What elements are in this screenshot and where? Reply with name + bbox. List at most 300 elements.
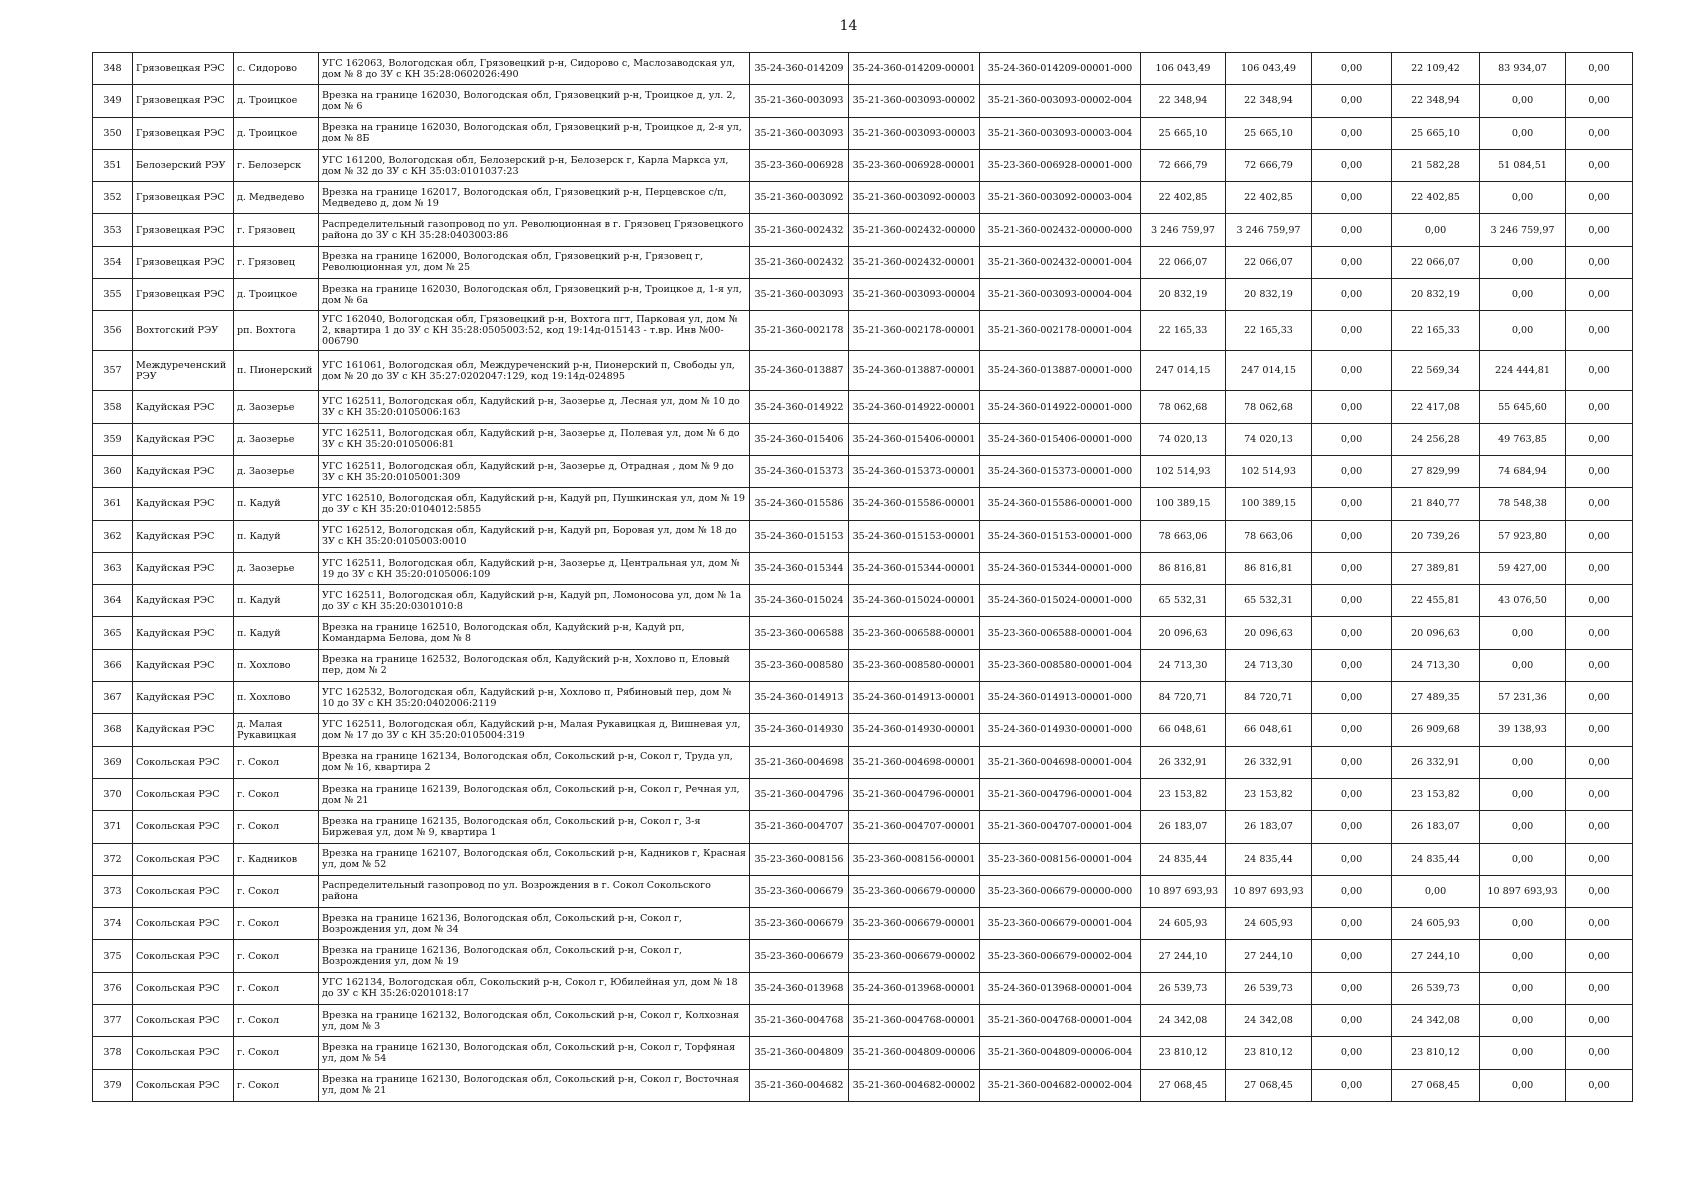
cell-subobject-code: 35-23-360-008580-00001 [849, 649, 980, 681]
cell-row-number: 366 [93, 649, 133, 681]
cell-subobject-code: 35-21-360-004682-00002 [849, 1069, 980, 1101]
cell-row-number: 351 [93, 149, 133, 181]
table-row [93, 875, 1633, 907]
cell-amount-col6: 0,00 [1566, 1037, 1633, 1069]
cell-amount-col2: 27 068,45 [1226, 1069, 1312, 1101]
cell-amount-col4: 22 109,42 [1392, 53, 1480, 85]
cell-amount-col5: 0,00 [1480, 1069, 1566, 1101]
cell-object-code: 35-23-360-006679 [750, 908, 849, 940]
table-row [93, 682, 1633, 714]
cell-amount-col2: 22 348,94 [1226, 85, 1312, 117]
cell-row-number: 371 [93, 811, 133, 843]
cell-subobject-code: 35-21-360-003093-00002 [849, 85, 980, 117]
cell-element-code: 35-21-360-003093-00003-004 [980, 117, 1141, 149]
cell-object-code: 35-24-360-015344 [750, 552, 849, 584]
cell-amount-col6: 0,00 [1566, 714, 1633, 746]
cell-amount-col3: 0,00 [1312, 972, 1392, 1004]
cell-amount-col5: 0,00 [1480, 311, 1566, 351]
cell-row-number: 372 [93, 843, 133, 875]
table-row [93, 714, 1633, 746]
cell-row-number: 352 [93, 182, 133, 214]
table-row [93, 214, 1633, 246]
cell-amount-col5: 0,00 [1480, 279, 1566, 311]
cell-element-code: 35-23-360-006679-00000-000 [980, 875, 1141, 907]
cell-row-number: 360 [93, 455, 133, 487]
cell-division: Сокольская РЭС [133, 746, 234, 778]
cell-amount-col6: 0,00 [1566, 279, 1633, 311]
cell-amount-col4: 21 840,77 [1392, 488, 1480, 520]
cell-amount-col3: 0,00 [1312, 149, 1392, 181]
cell-amount-col3: 0,00 [1312, 1005, 1392, 1037]
cell-division: Кадуйская РЭС [133, 455, 234, 487]
cell-division: Сокольская РЭС [133, 1069, 234, 1101]
cell-object-code: 35-21-360-004698 [750, 746, 849, 778]
cell-element-code: 35-21-360-004698-00001-004 [980, 746, 1141, 778]
cell-address: Врезка на границе 162510, Вологодская обл, Кадуйский р-н, Кадуй рп, Командарма Белова, дом № 8 [319, 617, 750, 649]
cell-amount-col3: 0,00 [1312, 182, 1392, 214]
cell-amount-col5: 74 684,94 [1480, 455, 1566, 487]
cell-address: УГС 162040, Вологодская обл, Грязовецкий р-н, Вохтога пгт, Парковая ул, дом № 2, квартира 1 до ЗУ с КН 35:28:0505003:52, код 19:14д-015143 - т.вр. Инв №00-006790 [319, 311, 750, 351]
cell-subobject-code: 35-24-360-013968-00001 [849, 972, 980, 1004]
cell-subobject-code: 35-21-360-002432-00000 [849, 214, 980, 246]
cell-amount-col5: 39 138,93 [1480, 714, 1566, 746]
cell-amount-col5: 0,00 [1480, 940, 1566, 972]
cell-amount-col4: 22 348,94 [1392, 85, 1480, 117]
cell-locality: г. Сокол [234, 875, 319, 907]
cell-amount-col3: 0,00 [1312, 682, 1392, 714]
cell-row-number: 376 [93, 972, 133, 1004]
cell-subobject-code: 35-21-360-004698-00001 [849, 746, 980, 778]
cell-amount-col3: 0,00 [1312, 53, 1392, 85]
cell-amount-col3: 0,00 [1312, 311, 1392, 351]
cell-amount-col6: 0,00 [1566, 488, 1633, 520]
cell-locality: д. Троицкое [234, 85, 319, 117]
cell-address: Врезка на границе 162130, Вологодская обл, Сокольский р-н, Сокол г, Торфяная ул, дом № 54 [319, 1037, 750, 1069]
cell-division: Кадуйская РЭС [133, 617, 234, 649]
cell-amount-col4: 22 569,34 [1392, 351, 1480, 391]
cell-locality: г. Сокол [234, 940, 319, 972]
cell-element-code: 35-21-360-003092-00003-004 [980, 182, 1141, 214]
cell-address: Врезка на границе 162030, Вологодская обл, Грязовецкий р-н, Троицкое д, 2-я ул, дом № 8Б [319, 117, 750, 149]
cell-amount-col2: 25 665,10 [1226, 117, 1312, 149]
cell-amount-total: 24 713,30 [1141, 649, 1226, 681]
cell-amount-col6: 0,00 [1566, 423, 1633, 455]
cell-object-code: 35-24-360-014922 [750, 391, 849, 423]
cell-element-code: 35-24-360-014922-00001-000 [980, 391, 1141, 423]
table-row [93, 585, 1633, 617]
cell-amount-col4: 21 582,28 [1392, 149, 1480, 181]
cell-subobject-code: 35-24-360-014913-00001 [849, 682, 980, 714]
cell-amount-col5: 78 548,38 [1480, 488, 1566, 520]
cell-object-code: 35-24-360-015586 [750, 488, 849, 520]
cell-amount-col2: 22 402,85 [1226, 182, 1312, 214]
cell-amount-col6: 0,00 [1566, 778, 1633, 810]
table-row [93, 940, 1633, 972]
cell-object-code: 35-21-360-004707 [750, 811, 849, 843]
cell-amount-col6: 0,00 [1566, 552, 1633, 584]
cell-object-code: 35-21-360-002432 [750, 246, 849, 278]
table-row [93, 843, 1633, 875]
cell-amount-col2: 26 183,07 [1226, 811, 1312, 843]
cell-element-code: 35-21-360-002178-00001-004 [980, 311, 1141, 351]
cell-amount-col3: 0,00 [1312, 811, 1392, 843]
cell-amount-total: 84 720,71 [1141, 682, 1226, 714]
cell-object-code: 35-21-360-003093 [750, 117, 849, 149]
cell-row-number: 350 [93, 117, 133, 149]
cell-subobject-code: 35-24-360-015153-00001 [849, 520, 980, 552]
cell-amount-col6: 0,00 [1566, 182, 1633, 214]
cell-amount-col6: 0,00 [1566, 649, 1633, 681]
cell-locality: г. Сокол [234, 1069, 319, 1101]
cell-amount-col5: 0,00 [1480, 778, 1566, 810]
cell-division: Кадуйская РЭС [133, 423, 234, 455]
cell-row-number: 379 [93, 1069, 133, 1101]
table-row [93, 117, 1633, 149]
cell-amount-col6: 0,00 [1566, 391, 1633, 423]
cell-address: Врезка на границе 162107, Вологодская обл, Сокольский р-н, Кадников г, Красная ул, дом № 52 [319, 843, 750, 875]
cell-amount-col4: 27 389,81 [1392, 552, 1480, 584]
cell-object-code: 35-24-360-015153 [750, 520, 849, 552]
cell-amount-col6: 0,00 [1566, 117, 1633, 149]
cell-amount-total: 74 020,13 [1141, 423, 1226, 455]
cell-row-number: 363 [93, 552, 133, 584]
cell-amount-col2: 26 332,91 [1226, 746, 1312, 778]
cell-division: Кадуйская РЭС [133, 585, 234, 617]
cell-element-code: 35-23-360-008156-00001-004 [980, 843, 1141, 875]
cell-subobject-code: 35-24-360-014209-00001 [849, 53, 980, 85]
table-row [93, 182, 1633, 214]
cell-locality: п. Хохлово [234, 649, 319, 681]
cell-row-number: 375 [93, 940, 133, 972]
cell-amount-col3: 0,00 [1312, 117, 1392, 149]
cell-amount-col3: 0,00 [1312, 617, 1392, 649]
table-row [93, 778, 1633, 810]
cell-division: Грязовецкая РЭС [133, 246, 234, 278]
cell-element-code: 35-21-360-003093-00002-004 [980, 85, 1141, 117]
cell-address: УГС 162532, Вологодская обл, Кадуйский р-н, Хохлово п, Рябиновый пер, дом № 10 до ЗУ с КН 35:20:0402006:2119 [319, 682, 750, 714]
cell-element-code: 35-21-360-004768-00001-004 [980, 1005, 1141, 1037]
cell-row-number: 370 [93, 778, 133, 810]
cell-amount-total: 27 068,45 [1141, 1069, 1226, 1101]
cell-amount-total: 20 832,19 [1141, 279, 1226, 311]
cell-subobject-code: 35-21-360-004809-00006 [849, 1037, 980, 1069]
cell-locality: г. Сокол [234, 811, 319, 843]
cell-object-code: 35-24-360-013968 [750, 972, 849, 1004]
cell-amount-col3: 0,00 [1312, 843, 1392, 875]
cell-amount-col2: 78 663,06 [1226, 520, 1312, 552]
cell-amount-col4: 26 183,07 [1392, 811, 1480, 843]
cell-subobject-code: 35-24-360-015344-00001 [849, 552, 980, 584]
cell-amount-col2: 24 713,30 [1226, 649, 1312, 681]
cell-division: Грязовецкая РЭС [133, 279, 234, 311]
cell-subobject-code: 35-24-360-014922-00001 [849, 391, 980, 423]
cell-amount-col2: 24 342,08 [1226, 1005, 1312, 1037]
cell-amount-total: 27 244,10 [1141, 940, 1226, 972]
cell-division: Сокольская РЭС [133, 1037, 234, 1069]
cell-amount-col6: 0,00 [1566, 617, 1633, 649]
cell-amount-col5: 0,00 [1480, 908, 1566, 940]
cell-amount-total: 25 665,10 [1141, 117, 1226, 149]
cell-address: УГС 161200, Вологодская обл, Белозерский р-н, Белозерск г, Карла Маркса ул, дом № 32 до ЗУ с КН 35:03:0101037:23 [319, 149, 750, 181]
cell-amount-col5: 49 763,85 [1480, 423, 1566, 455]
cell-amount-col2: 20 832,19 [1226, 279, 1312, 311]
cell-subobject-code: 35-24-360-014930-00001 [849, 714, 980, 746]
cell-division: Кадуйская РЭС [133, 520, 234, 552]
cell-amount-col6: 0,00 [1566, 875, 1633, 907]
cell-subobject-code: 35-21-360-002178-00001 [849, 311, 980, 351]
cell-amount-col4: 0,00 [1392, 875, 1480, 907]
cell-element-code: 35-24-360-015153-00001-000 [980, 520, 1141, 552]
cell-subobject-code: 35-21-360-004707-00001 [849, 811, 980, 843]
cell-amount-col6: 0,00 [1566, 972, 1633, 1004]
cell-address: УГС 162510, Вологодская обл, Кадуйский р-н, Кадуй рп, Пушкинская ул, дом № 19 до ЗУ с КН 35:20:0104012:5855 [319, 488, 750, 520]
cell-division: Сокольская РЭС [133, 972, 234, 1004]
cell-address: УГС 162511, Вологодская обл, Кадуйский р-н, Заозерье д, Центральная ул, дом № 19 до ЗУ с КН 35:20:0105006:109 [319, 552, 750, 584]
cell-locality: д. Медведево [234, 182, 319, 214]
cell-amount-total: 100 389,15 [1141, 488, 1226, 520]
cell-address: Врезка на границе 162139, Вологодская обл, Сокольский р-н, Сокол г, Речная ул, дом № 21 [319, 778, 750, 810]
cell-address: Врезка на границе 162130, Вологодская обл, Сокольский р-н, Сокол г, Восточная ул, дом № 21 [319, 1069, 750, 1101]
cell-subobject-code: 35-21-360-004768-00001 [849, 1005, 980, 1037]
cell-locality: г. Кадников [234, 843, 319, 875]
cell-amount-col4: 24 713,30 [1392, 649, 1480, 681]
cell-amount-col2: 23 153,82 [1226, 778, 1312, 810]
cell-element-code: 35-23-360-006928-00001-000 [980, 149, 1141, 181]
cell-amount-col5: 57 923,80 [1480, 520, 1566, 552]
cell-element-code: 35-24-360-015024-00001-000 [980, 585, 1141, 617]
cell-address: Врезка на границе 162136, Вологодская обл, Сокольский р-н, Сокол г, Возрождения ул, дом № 34 [319, 908, 750, 940]
cell-locality: рп. Вохтога [234, 311, 319, 351]
cell-object-code: 35-24-360-013887 [750, 351, 849, 391]
cell-address: Врезка на границе 162132, Вологодская обл, Сокольский р-н, Сокол г, Колхозная ул, дом № 3 [319, 1005, 750, 1037]
cell-amount-col5: 0,00 [1480, 843, 1566, 875]
cell-amount-col5: 0,00 [1480, 85, 1566, 117]
cell-locality: г. Сокол [234, 778, 319, 810]
cell-division: Кадуйская РЭС [133, 552, 234, 584]
cell-division: Кадуйская РЭС [133, 391, 234, 423]
cell-amount-col5: 0,00 [1480, 246, 1566, 278]
cell-subobject-code: 35-24-360-015024-00001 [849, 585, 980, 617]
cell-amount-col5: 83 934,07 [1480, 53, 1566, 85]
cell-row-number: 365 [93, 617, 133, 649]
table-row [93, 391, 1633, 423]
cell-amount-col5: 0,00 [1480, 649, 1566, 681]
cell-amount-col4: 23 810,12 [1392, 1037, 1480, 1069]
cell-division: Вохтогский РЭУ [133, 311, 234, 351]
cell-subobject-code: 35-24-360-015406-00001 [849, 423, 980, 455]
cell-amount-col2: 78 062,68 [1226, 391, 1312, 423]
cell-amount-col3: 0,00 [1312, 423, 1392, 455]
cell-row-number: 367 [93, 682, 133, 714]
cell-amount-col2: 84 720,71 [1226, 682, 1312, 714]
cell-object-code: 35-21-360-003093 [750, 279, 849, 311]
cell-subobject-code: 35-21-360-004796-00001 [849, 778, 980, 810]
cell-division: Грязовецкая РЭС [133, 53, 234, 85]
cell-amount-total: 26 539,73 [1141, 972, 1226, 1004]
cell-amount-col2: 10 897 693,93 [1226, 875, 1312, 907]
cell-subobject-code: 35-23-360-006679-00001 [849, 908, 980, 940]
table-row [93, 488, 1633, 520]
cell-locality: г. Сокол [234, 746, 319, 778]
cell-locality: г. Грязовец [234, 214, 319, 246]
cell-amount-col4: 27 829,99 [1392, 455, 1480, 487]
cell-row-number: 357 [93, 351, 133, 391]
cell-amount-col2: 26 539,73 [1226, 972, 1312, 1004]
cell-amount-col6: 0,00 [1566, 246, 1633, 278]
cell-amount-col5: 59 427,00 [1480, 552, 1566, 584]
cell-element-code: 35-24-360-014930-00001-000 [980, 714, 1141, 746]
cell-amount-col2: 106 043,49 [1226, 53, 1312, 85]
cell-element-code: 35-24-360-015344-00001-000 [980, 552, 1141, 584]
cell-amount-col4: 20 739,26 [1392, 520, 1480, 552]
cell-address: УГС 162511, Вологодская обл, Кадуйский р-н, Кадуй рп, Ломоносова ул, дом № 1а до ЗУ с КН 35:20:0301010:8 [319, 585, 750, 617]
cell-amount-col5: 0,00 [1480, 182, 1566, 214]
cell-amount-total: 24 605,93 [1141, 908, 1226, 940]
cell-row-number: 378 [93, 1037, 133, 1069]
cell-division: Кадуйская РЭС [133, 714, 234, 746]
cell-amount-col4: 26 332,91 [1392, 746, 1480, 778]
cell-amount-col4: 27 068,45 [1392, 1069, 1480, 1101]
cell-amount-col5: 0,00 [1480, 746, 1566, 778]
cell-object-code: 35-23-360-006679 [750, 875, 849, 907]
asset-register-table [92, 52, 1633, 1102]
cell-amount-col3: 0,00 [1312, 520, 1392, 552]
cell-amount-col5: 0,00 [1480, 1037, 1566, 1069]
cell-amount-col2: 66 048,61 [1226, 714, 1312, 746]
cell-locality: с. Сидорово [234, 53, 319, 85]
cell-amount-col5: 0,00 [1480, 972, 1566, 1004]
cell-element-code: 35-21-360-004796-00001-004 [980, 778, 1141, 810]
cell-division: Сокольская РЭС [133, 1005, 234, 1037]
cell-address: УГС 162134, Вологодская обл, Сокольский р-н, Сокол г, Юбилейная ул, дом № 18 до ЗУ с КН 35:26:0201018:17 [319, 972, 750, 1004]
cell-amount-col5: 0,00 [1480, 811, 1566, 843]
table-row [93, 1069, 1633, 1101]
cell-division: Сокольская РЭС [133, 843, 234, 875]
cell-amount-total: 22 402,85 [1141, 182, 1226, 214]
cell-row-number: 374 [93, 908, 133, 940]
cell-address: Распределительный газопровод по ул. Возрождения в г. Сокол Сокольского района [319, 875, 750, 907]
cell-element-code: 35-21-360-004809-00006-004 [980, 1037, 1141, 1069]
cell-row-number: 348 [93, 53, 133, 85]
cell-amount-col6: 0,00 [1566, 149, 1633, 181]
cell-address: Врезка на границе 162532, Вологодская обл, Кадуйский р-н, Хохлово п, Еловый пер, дом № 2 [319, 649, 750, 681]
cell-amount-col5: 3 246 759,97 [1480, 214, 1566, 246]
cell-amount-total: 26 332,91 [1141, 746, 1226, 778]
cell-object-code: 35-21-360-004796 [750, 778, 849, 810]
cell-object-code: 35-23-360-006928 [750, 149, 849, 181]
cell-subobject-code: 35-24-360-015373-00001 [849, 455, 980, 487]
table-row [93, 520, 1633, 552]
cell-amount-total: 3 246 759,97 [1141, 214, 1226, 246]
cell-subobject-code: 35-23-360-006928-00001 [849, 149, 980, 181]
table-row [93, 811, 1633, 843]
cell-amount-col6: 0,00 [1566, 1069, 1633, 1101]
cell-amount-col2: 20 096,63 [1226, 617, 1312, 649]
cell-subobject-code: 35-23-360-008156-00001 [849, 843, 980, 875]
table-row [93, 1005, 1633, 1037]
cell-object-code: 35-23-360-006588 [750, 617, 849, 649]
cell-division: Белозерский РЭУ [133, 149, 234, 181]
cell-object-code: 35-24-360-014930 [750, 714, 849, 746]
cell-amount-col3: 0,00 [1312, 85, 1392, 117]
cell-amount-col5: 51 084,51 [1480, 149, 1566, 181]
cell-amount-col3: 0,00 [1312, 585, 1392, 617]
cell-amount-col3: 0,00 [1312, 778, 1392, 810]
cell-address: Врезка на границе 162136, Вологодская обл, Сокольский р-н, Сокол г, Возрождения ул, дом № 19 [319, 940, 750, 972]
cell-amount-col2: 24 835,44 [1226, 843, 1312, 875]
cell-address: УГС 162512, Вологодская обл, Кадуйский р-н, Кадуй рп, Боровая ул, дом № 18 до ЗУ с КН 35:20:0105003:0010 [319, 520, 750, 552]
cell-amount-col4: 27 489,35 [1392, 682, 1480, 714]
cell-amount-col3: 0,00 [1312, 279, 1392, 311]
cell-subobject-code: 35-23-360-006588-00001 [849, 617, 980, 649]
cell-amount-col3: 0,00 [1312, 552, 1392, 584]
cell-locality: г. Грязовец [234, 246, 319, 278]
cell-amount-total: 22 165,33 [1141, 311, 1226, 351]
cell-object-code: 35-21-360-004768 [750, 1005, 849, 1037]
cell-element-code: 35-24-360-013968-00001-004 [980, 972, 1141, 1004]
cell-amount-col6: 0,00 [1566, 85, 1633, 117]
cell-locality: д. Малая Рукавицкая [234, 714, 319, 746]
cell-amount-col3: 0,00 [1312, 214, 1392, 246]
cell-object-code: 35-21-360-003092 [750, 182, 849, 214]
cell-locality: д. Заозерье [234, 552, 319, 584]
cell-amount-total: 23 153,82 [1141, 778, 1226, 810]
table-row [93, 1037, 1633, 1069]
page-number: 14 [839, 18, 858, 34]
cell-element-code: 35-21-360-002432-00000-000 [980, 214, 1141, 246]
cell-division: Грязовецкая РЭС [133, 214, 234, 246]
cell-amount-col4: 22 417,08 [1392, 391, 1480, 423]
cell-address: Врезка на границе 162030, Вологодская обл, Грязовецкий р-н, Троицкое д, ул. 2, дом № 6 [319, 85, 750, 117]
cell-amount-col2: 74 020,13 [1226, 423, 1312, 455]
cell-locality: г. Сокол [234, 908, 319, 940]
cell-amount-col6: 0,00 [1566, 214, 1633, 246]
cell-amount-col3: 0,00 [1312, 714, 1392, 746]
cell-amount-col2: 247 014,15 [1226, 351, 1312, 391]
cell-element-code: 35-21-360-003093-00004-004 [980, 279, 1141, 311]
cell-row-number: 362 [93, 520, 133, 552]
cell-amount-col2: 22 066,07 [1226, 246, 1312, 278]
cell-amount-col2: 65 532,31 [1226, 585, 1312, 617]
cell-amount-col3: 0,00 [1312, 488, 1392, 520]
cell-element-code: 35-24-360-015373-00001-000 [980, 455, 1141, 487]
cell-subobject-code: 35-21-360-003093-00004 [849, 279, 980, 311]
table-row [93, 246, 1633, 278]
cell-amount-col3: 0,00 [1312, 875, 1392, 907]
cell-address: УГС 162063, Вологодская обл, Грязовецкий р-н, Сидорово с, Маслозаводская ул, дом № 8 до ЗУ с КН 35:28:0602026:490 [319, 53, 750, 85]
cell-address: УГС 162511, Вологодская обл, Кадуйский р-н, Малая Рукавицкая д, Вишневая ул, дом № 17 до ЗУ с КН 35:20:0105004:319 [319, 714, 750, 746]
cell-division: Кадуйская РЭС [133, 649, 234, 681]
cell-subobject-code: 35-23-360-006679-00002 [849, 940, 980, 972]
cell-amount-col6: 0,00 [1566, 908, 1633, 940]
cell-amount-col6: 0,00 [1566, 940, 1633, 972]
table-row [93, 908, 1633, 940]
cell-amount-total: 22 348,94 [1141, 85, 1226, 117]
cell-amount-col2: 86 816,81 [1226, 552, 1312, 584]
cell-division: Грязовецкая РЭС [133, 182, 234, 214]
cell-amount-col6: 0,00 [1566, 585, 1633, 617]
cell-subobject-code: 35-24-360-013887-00001 [849, 351, 980, 391]
cell-amount-col4: 23 153,82 [1392, 778, 1480, 810]
cell-object-code: 35-21-360-003093 [750, 85, 849, 117]
cell-amount-total: 78 062,68 [1141, 391, 1226, 423]
cell-row-number: 353 [93, 214, 133, 246]
cell-locality: д. Троицкое [234, 117, 319, 149]
cell-element-code: 35-24-360-013887-00001-000 [980, 351, 1141, 391]
table-row [93, 423, 1633, 455]
cell-amount-col5: 0,00 [1480, 117, 1566, 149]
cell-amount-col4: 20 832,19 [1392, 279, 1480, 311]
